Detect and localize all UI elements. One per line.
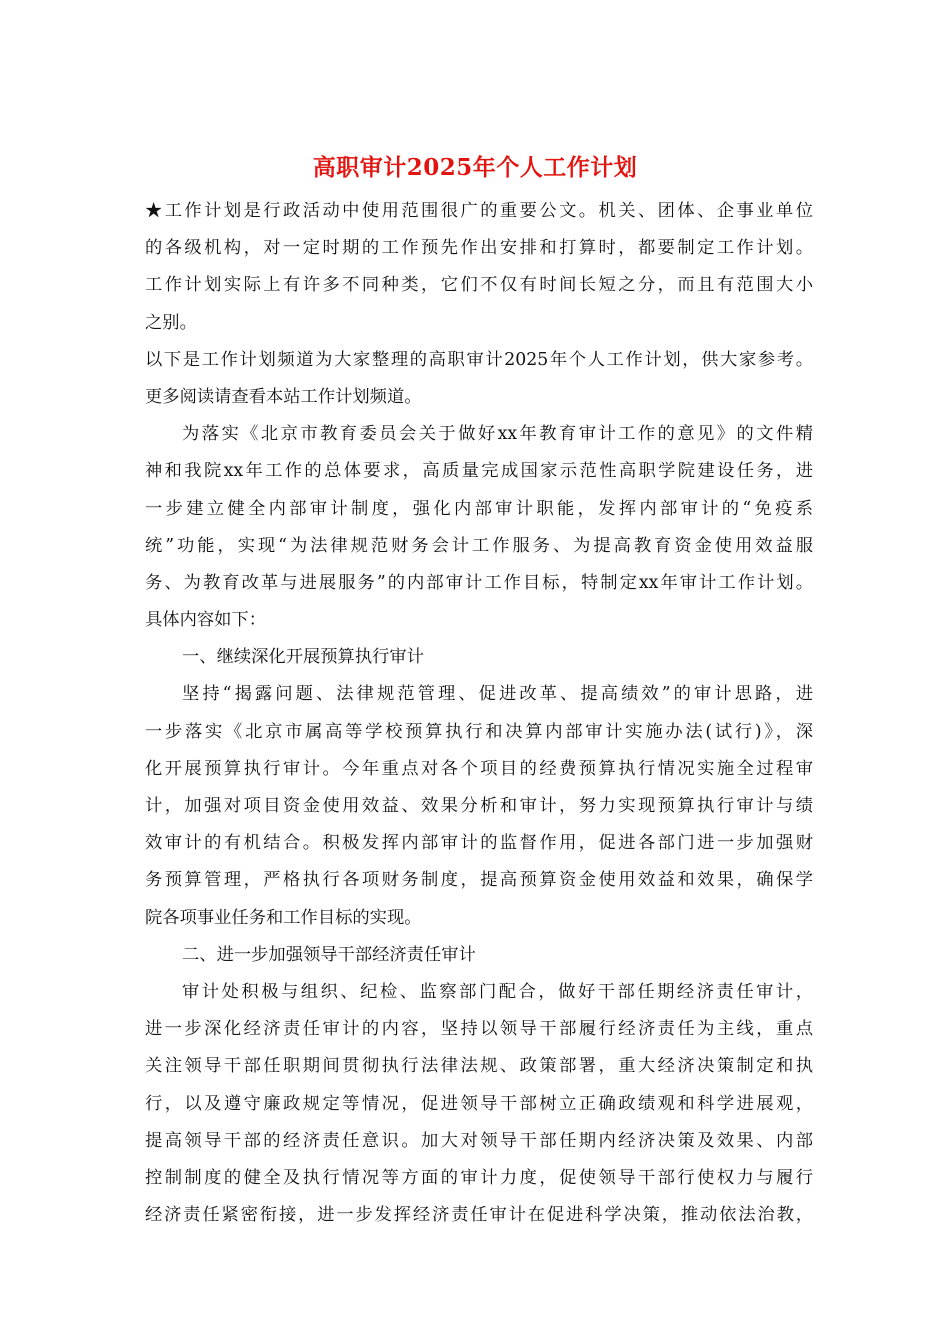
paragraph-line: 工作计划实际上有许多不同种类，它们不仅有时间长短之分，而且有范围大小 xyxy=(145,275,813,296)
paragraph-line: 计，加强对项目资金使用效益、效果分析和审计，努力实现预算执行审计与绩 xyxy=(145,796,813,816)
paragraph-line: 效审计的有机结合。积极发挥内部审计的监督作用，促进各部门进一步加强财 xyxy=(145,833,813,854)
paragraph-line: 提高领导干部的经济责任意识。加大对领导干部任期内经济决策及效果、内部 xyxy=(145,1130,813,1151)
paragraph-line: 关注领导干部任职期间贯彻执行法律法规、政策部署，重大经济决策制定和执 xyxy=(145,1056,813,1077)
paragraph-line: 神和我院xx年工作的总体要求，高质量完成国家示范性高职学院建设任务，进 xyxy=(145,461,813,482)
paragraph-line: 之别。 xyxy=(145,312,197,333)
paragraph-line: 一步落实《北京市属高等学校预算执行和决算内部审计实施办法(试行)》，深 xyxy=(145,721,813,742)
paragraph-line: 坚持“揭露问题、法律规范管理、促进改革、提高绩效”的审计思路，进 xyxy=(182,684,813,705)
section-heading: 一、继续深化开展预算执行审计 xyxy=(182,647,424,668)
section-heading: 二、进一步加强领导干部经济责任审计 xyxy=(182,944,476,965)
paragraph-line: 更多阅读请查看本站工作计划频道。 xyxy=(145,386,422,407)
paragraph-line: 一步建立健全内部审计制度，强化内部审计职能，发挥内部审计的“免疫系 xyxy=(145,498,813,519)
paragraph-line: 以下是工作计划频道为大家整理的高职审计2025年个人工作计划，供大家参考。 xyxy=(145,349,813,370)
paragraph-line: 进一步深化经济责任审计的内容，坚持以领导干部履行经济责任为主线，重点 xyxy=(145,1019,813,1040)
paragraph-line: 院各项事业任务和工作目标的实现。 xyxy=(145,907,422,928)
paragraph-line: 务、为教育改革与进展服务”的内部审计工作目标，特制定xx年审计工作计划。 xyxy=(145,572,813,593)
paragraph-line: 经济责任紧密衔接，进一步发挥经济责任审计在促进科学决策，推动依法治教， xyxy=(145,1205,813,1226)
document-body xyxy=(145,193,813,1234)
paragraph-line: 的各级机构，对一定时期的工作预先作出安排和打算时，都要制定工作计划。 xyxy=(145,238,813,259)
paragraph-line: 审计处积极与组织、纪检、监察部门配合，做好干部任期经济责任审计， xyxy=(182,981,813,1002)
paragraph-line: ★工作计划是行政活动中使用范围很广的重要公文。机关、团体、企事业单位 xyxy=(145,201,813,221)
paragraph-line: 行，以及遵守廉政规定等情况，促进领导干部树立正确政绩观和科学进展观， xyxy=(145,1093,813,1114)
document-title: 高职审计2025年个人工作计划 xyxy=(312,154,638,181)
paragraph-line: 化开展预算执行审计。今年重点对各个项目的经费预算执行情况实施全过程审 xyxy=(145,758,813,779)
paragraph-line: 控制制度的健全及执行情况等方面的审计力度，促使领导干部行使权力与履行 xyxy=(145,1167,813,1188)
paragraph-line: 统”功能，实现“为法律规范财务会计工作服务、为提高教育资金使用效益服 xyxy=(145,535,813,556)
paragraph-line: 务预算管理，严格执行各项财务制度，提高预算资金使用效益和效果，确保学 xyxy=(145,870,813,891)
paragraph-line: 具体内容如下： xyxy=(145,610,266,631)
paragraph-line: 为落实《北京市教育委员会关于做好xx年教育审计工作的意见》的文件精 xyxy=(182,424,813,445)
